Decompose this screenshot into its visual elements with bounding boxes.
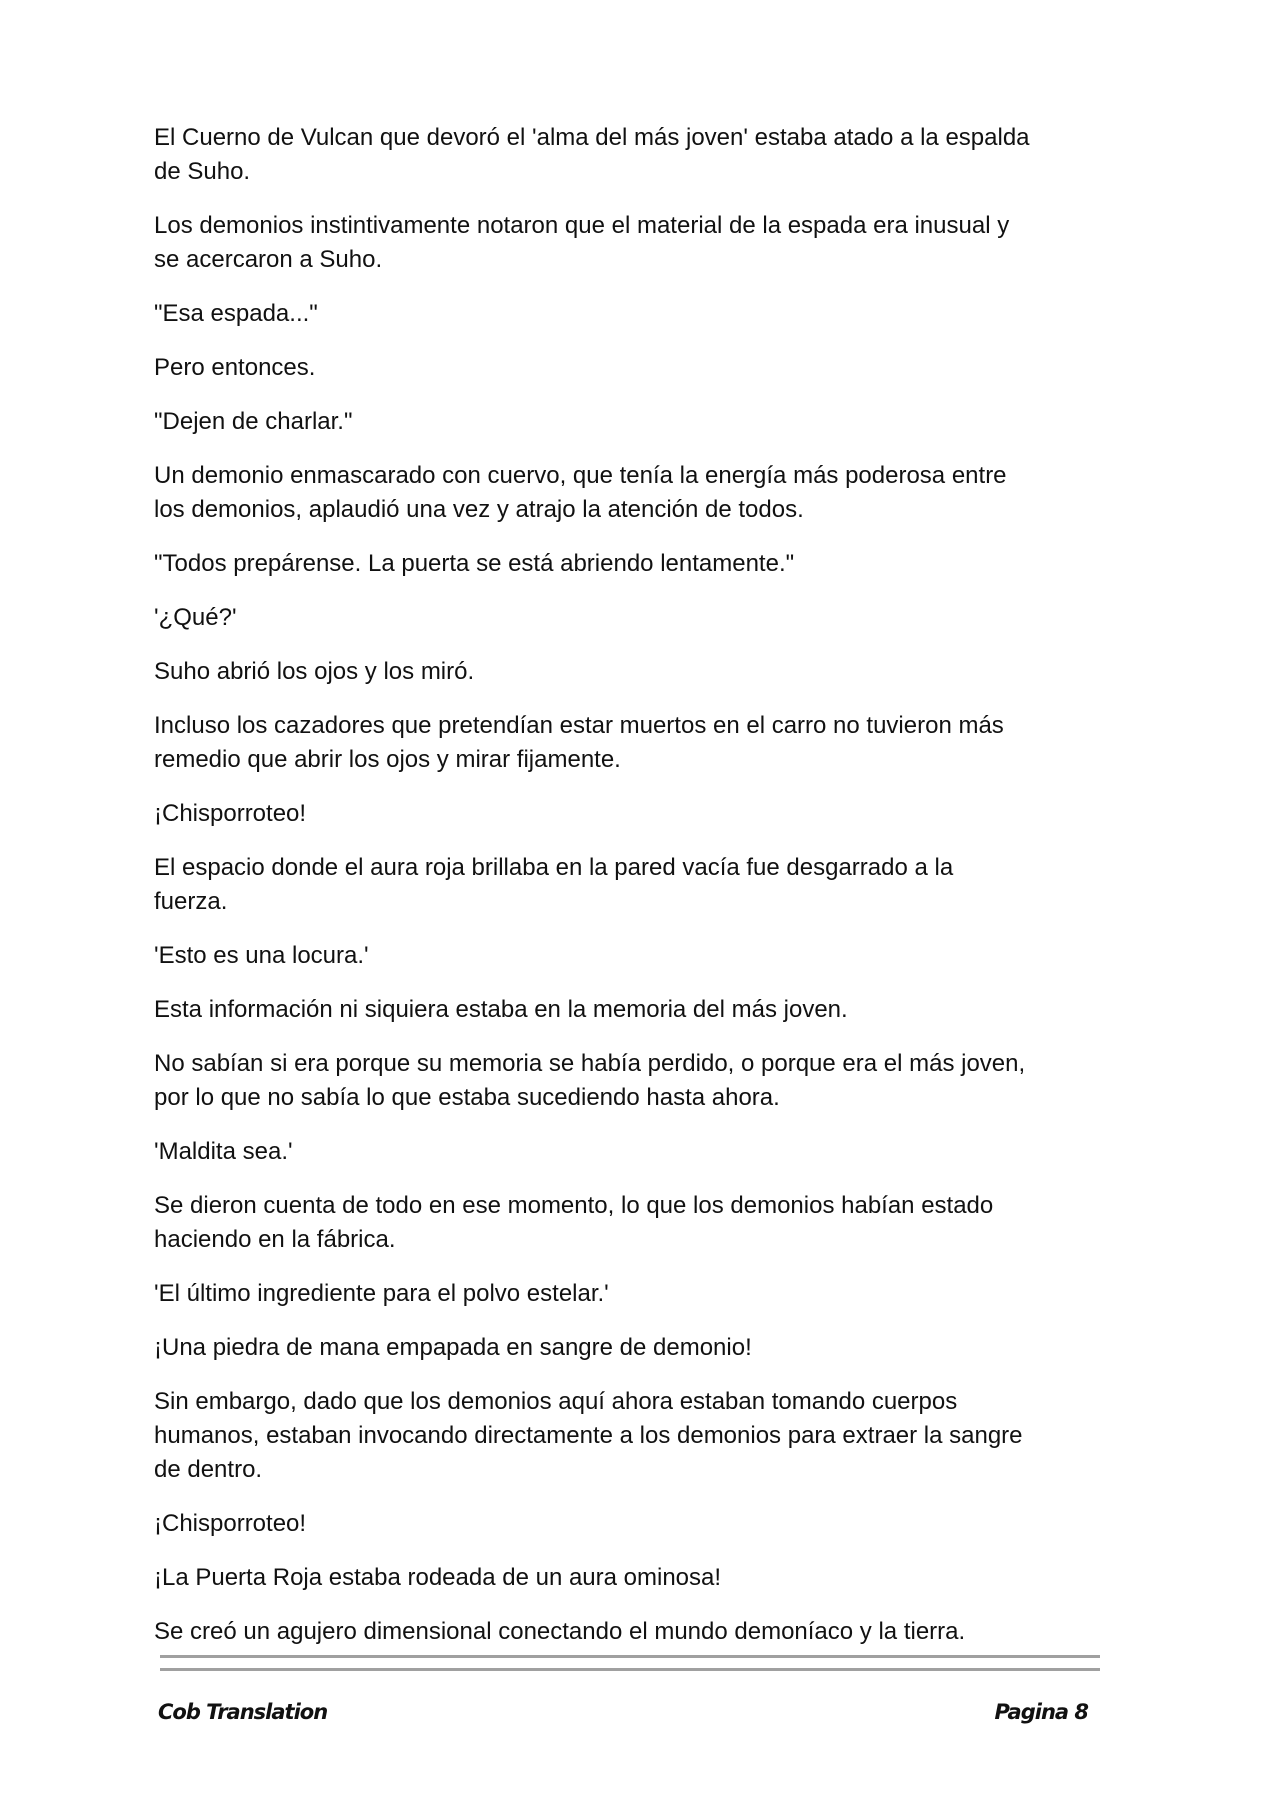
text-line: "Todos prepárense. La puerta se está abriendo lentamente." [154, 550, 795, 577]
text-line: haciendo en la fábrica. [154, 1226, 396, 1253]
text-line: 'El último ingrediente para el polvo estelar.' [154, 1280, 609, 1307]
paragraph [154, 797, 1154, 831]
text-line: '¿Qué?' [154, 604, 237, 631]
text-line: "Esa espada..." [154, 300, 318, 327]
text-line: Se creó un agujero dimensional conectando el mundo demoníaco y la tierra. [154, 1618, 966, 1645]
text-line: de dentro. [154, 1456, 263, 1483]
paragraph [154, 121, 1154, 189]
text-line: 'Esto es una locura.' [154, 942, 369, 969]
text-line: El Cuerno de Vulcan que devoró el 'alma del más joven' estaba atado a la espalda [154, 124, 1030, 151]
text-line: El espacio donde el aura roja brillaba en la pared vacía fue desgarrado a la [154, 854, 954, 881]
paragraph [154, 1561, 1154, 1595]
text-line: fuerza. [154, 888, 228, 915]
paragraph [154, 1507, 1154, 1541]
paragraph [154, 851, 1154, 919]
text-line: por lo que no sabía lo que estaba sucediendo hasta ahora. [154, 1084, 780, 1111]
paragraph [154, 351, 1154, 385]
text-line: No sabían si era porque su memoria se había perdido, o porque era el más joven, [154, 1050, 1026, 1077]
paragraph [154, 993, 1154, 1027]
text-line: humanos, estaban invocando directamente a los demonios para extraer la sangre [154, 1422, 1023, 1449]
paragraph [154, 939, 1154, 973]
text-line: 'Maldita sea.' [154, 1138, 293, 1165]
footer-translator: Cob Translation [158, 1700, 328, 1724]
text-line: ¡Chisporroteo! [154, 800, 307, 827]
text-line: de Suho. [154, 158, 251, 185]
paragraph [154, 297, 1154, 331]
paragraph [154, 709, 1154, 777]
text-line: ¡Una piedra de mana empapada en sangre de demonio! [154, 1334, 752, 1361]
text-line: remedio que abrir los ojos y mirar fijamente. [154, 746, 621, 773]
paragraph [154, 1331, 1154, 1365]
footer-divider-bottom [160, 1668, 1100, 1671]
paragraph [154, 1047, 1154, 1115]
text-line: Un demonio enmascarado con cuervo, que tenía la energía más poderosa entre [154, 462, 1007, 489]
text-line: se acercaron a Suho. [154, 246, 383, 273]
paragraph [154, 459, 1154, 527]
text-line: "Dejen de charlar." [154, 408, 353, 435]
text-line: Suho abrió los ojos y los miró. [154, 658, 475, 685]
paragraph [154, 1135, 1154, 1169]
paragraph [154, 601, 1154, 635]
paragraph [154, 209, 1154, 277]
paragraph [154, 1189, 1154, 1257]
paragraph [154, 547, 1154, 581]
text-line: Los demonios instintivamente notaron que el material de la espada era inusual y [154, 212, 1010, 239]
paragraph [154, 405, 1154, 439]
paragraph [154, 1385, 1154, 1487]
text-line: ¡La Puerta Roja estaba rodeada de un aura ominosa! [154, 1564, 722, 1591]
paragraph [154, 1277, 1154, 1311]
paragraph [154, 1615, 1154, 1649]
paragraph [154, 655, 1154, 689]
document-body [154, 121, 1154, 1669]
text-line: Sin embargo, dado que los demonios aquí ahora estaban tomando cuerpos [154, 1388, 958, 1415]
text-line: Pero entonces. [154, 354, 316, 381]
text-line: los demonios, aplaudió una vez y atrajo la atención de todos. [154, 496, 804, 523]
footer-divider-top [160, 1655, 1100, 1658]
text-line: Incluso los cazadores que pretendían estar muertos en el carro no tuvieron más [154, 712, 1004, 739]
text-line: ¡Chisporroteo! [154, 1510, 307, 1537]
text-line: Esta información ni siquiera estaba en la memoria del más joven. [154, 996, 848, 1023]
footer-page-number: Pagina 8 [994, 1700, 1088, 1724]
text-line: Se dieron cuenta de todo en ese momento, lo que los demonios habían estado [154, 1192, 994, 1219]
